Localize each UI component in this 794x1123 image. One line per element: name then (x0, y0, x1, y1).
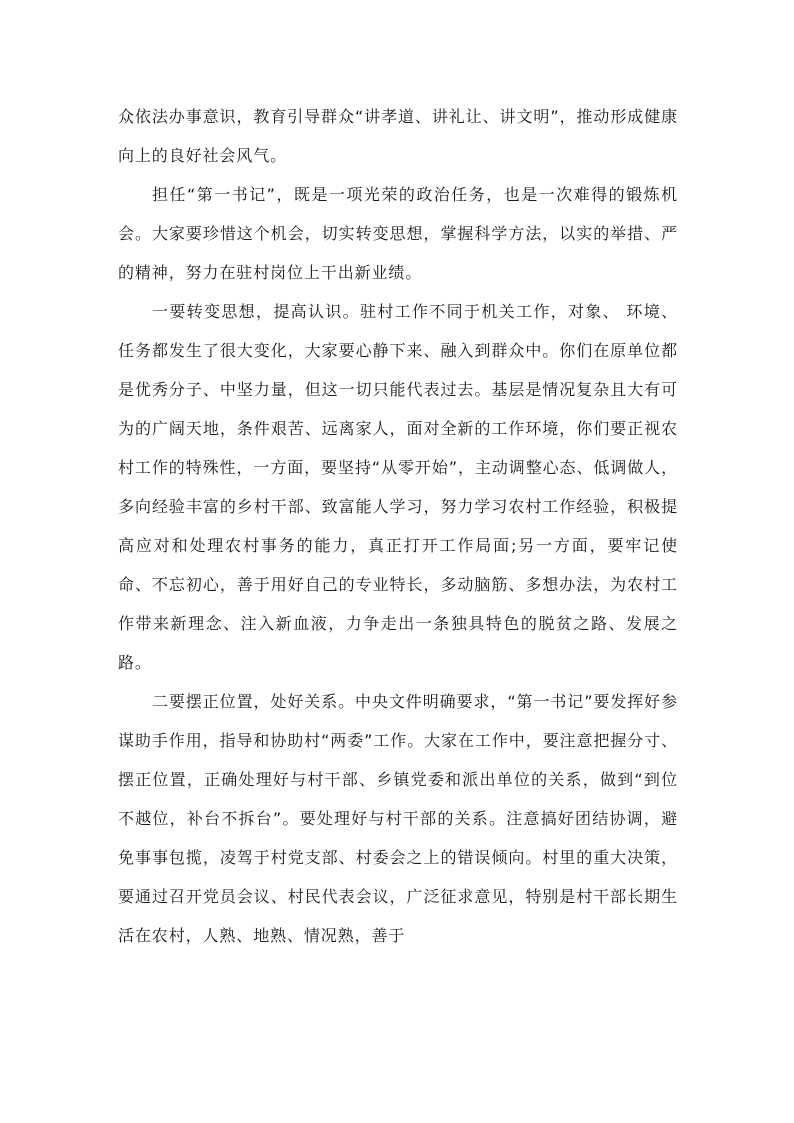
paragraph-4: 二要摆正位置，处好关系。中央文件明确要求，“第一书记”要发挥好参谋助手作用，指导和协助村“两委”工作。大家在工作中，要注意把握分寸、摆正位置，正确处理好与村干部、乡镇党委和派出单位的关系，做到“到位不越位，补台不拆台”。要处理好与村干部的关系。注意搞好团结协调，避免事事包揽，凌驾于村党支部、村委会之上的错误倾向。村里的重大决策，要通过召开党员会议、村民代表会议，广泛征求意见，特别是村干部长期生活在农村，人熟、地熟、情况熟，善于 (118, 692, 678, 945)
document-body (118, 97, 678, 955)
paragraph-1: 众依法办事意识，教育引导群众“讲孝道、讲礼让、讲文明”，推动形成健康向上的良好社会风气。 (118, 107, 678, 165)
paragraph-3: 一要转变思想，提高认识。驻村工作不同于机关工作，对象、 环境、任务都发生了很大变化，大家要心静下来、融入到群众中。你们在原单位都是优秀分子、中坚力量，但这一切只能代表过去。基层是情况复杂且大有可为的广阔天地，条件艰苦、远离家人，面对全新的工作环境，你们要正视农村工作的特殊性，一方面，要坚持“从零开始”，主动调整心态、低调做人，多向经验丰富的乡村干部、致富能人学习，努力学习农村工作经验，积极提高应对和处理农村事务的能力，真正打开工作局面;另一方面，要牢记使命、不忘初心，善于用好自己的专业特长，多动脑筋、多想办法，为农村工作带来新理念、注入新血液，力争走出一条独具特色的脱贫之路、发展之路。 (118, 302, 678, 672)
paragraph-2: 担任“第一书记”，既是一项光荣的政治任务，也是一次难得的锻炼机会。大家要珍惜这个机会，切实转变思想，掌握科学方法，以实的举措、严的精神，努力在驻村岗位上干出新业绩。 (118, 185, 678, 282)
